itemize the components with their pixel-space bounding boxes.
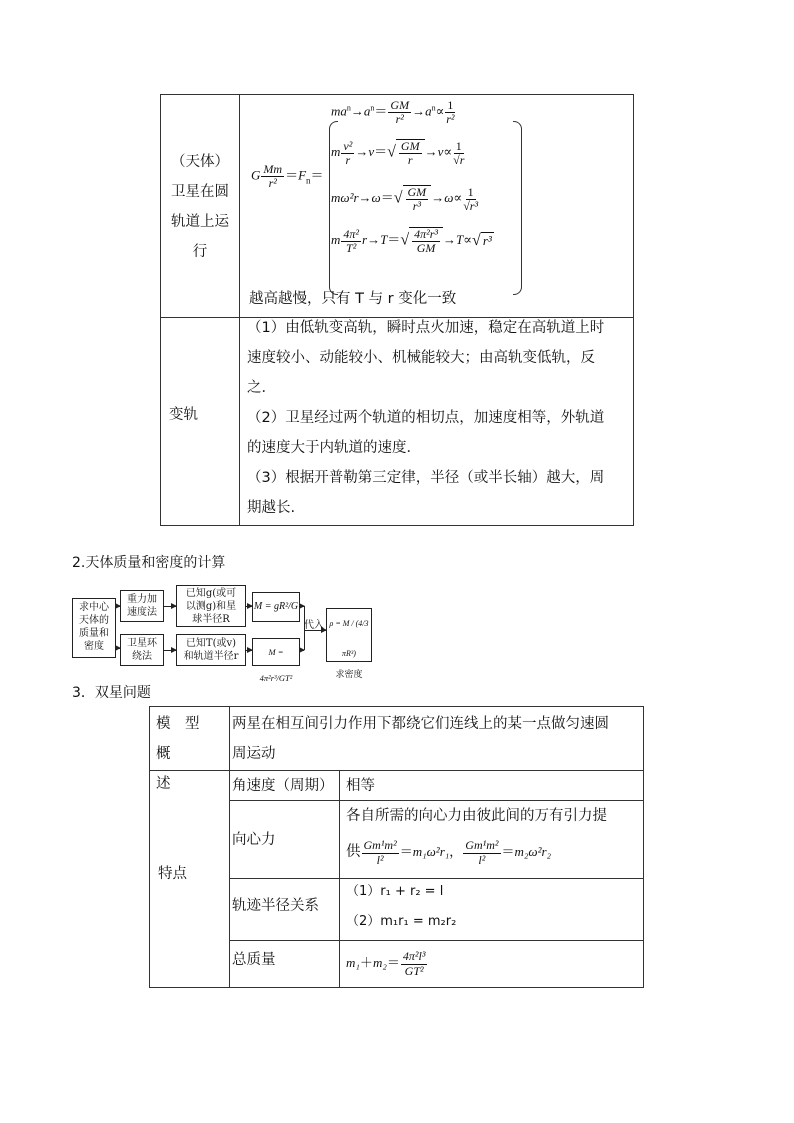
angular-velocity-value: 相等 (346, 778, 375, 794)
total-mass-formula: m₁＋m₂＝ $\frac{\text{4π²l³}}{\text{GT²}}$ (346, 949, 426, 978)
row-divider (229, 940, 643, 941)
section-2-heading: 2.天体质量和密度的计算 (72, 555, 226, 571)
text-line: 速度较小、动能较小、机械能较大；由高轨变低轨，反 (247, 350, 595, 366)
density-formula: ρ = M / (4/3 πR³) (329, 619, 369, 658)
box-line: 球半径R (192, 614, 230, 625)
box-line: 已知T(或v) (185, 638, 237, 649)
box-line: 密度 (84, 641, 104, 652)
box-line: 卫星环 (127, 638, 157, 649)
method-orbit-box (120, 634, 164, 666)
centripetal-force-label: 向心力 (232, 832, 276, 848)
overview-label (156, 709, 226, 799)
row-label-line: 卫星在圆 (171, 184, 229, 200)
connector (300, 650, 304, 651)
overview-text (232, 709, 640, 769)
row-label-line: 轨道上运 (171, 214, 229, 230)
text-line: 两星在相互间引力作用下都绕它们连线上的某一点做匀速圆 (232, 716, 609, 732)
row-label-circular-orbit (161, 147, 239, 267)
text-line: 之． (247, 380, 276, 396)
section-3-heading: 3．双星问题 (72, 685, 151, 701)
formula-period: m $\frac{\text{4π²}}{\text{T²}}$ r→T＝√ $\frac{\text{4π²r³}}{GM}$ →T∝√ r³ (331, 226, 492, 256)
binary-star-table (149, 706, 644, 988)
satellite-orbit-table (160, 94, 634, 526)
angular-velocity-label: 角速度（周期） (232, 778, 334, 794)
box-line: 和轨道半径r (183, 651, 239, 662)
mass-formula-orbit-box (252, 638, 300, 683)
orbit-change-text (239, 313, 633, 523)
box-line: 绕法 (132, 651, 152, 662)
column-divider (229, 707, 230, 987)
higher-slower-summary: 越高越慢，只有 T 与 r 变化一致 (249, 291, 457, 307)
formula-text: M = 4π²r³/GT² (259, 647, 293, 683)
text-line: 的速度大于内轨道的速度． (247, 440, 421, 456)
right-brace (513, 121, 522, 295)
gravity-equals-centripetal-formula: G $\frac{Mm}{\text{r²}}$ $=F_n=$ (251, 162, 324, 191)
box-line: 求中心 (79, 602, 109, 613)
feature-label: 特点 (158, 866, 187, 882)
box-line: 重力加 (127, 594, 157, 605)
row-label-line: （天体） (171, 154, 229, 170)
box-line: 以测g)和星 (185, 601, 237, 612)
total-mass-label: 总质量 (232, 952, 276, 968)
centripetal-force-line1: 各自所需的向心力由彼此间的万有引力提 (346, 808, 607, 824)
substitute-label: 代入 (304, 620, 324, 631)
label-line: 模 型 概 (156, 716, 214, 762)
density-label: 求密度 (335, 670, 363, 680)
radius-relation-line1: （1）r₁ + r₂ = l (346, 884, 444, 899)
box-line: 速度法 (127, 607, 157, 618)
text-line: （2）卫星经过两个轨道的相切点，加速度相等，外轨道 (247, 410, 605, 426)
density-box (326, 608, 372, 680)
text-line: （3）根据开普勒第三定律，半径（或半长轴）越大，周 (247, 470, 605, 486)
radius-relation-line2: （2）m₁r₁ = m₂r₂ (346, 914, 457, 929)
box-line: 质量和 (79, 628, 109, 639)
box-line: 天体的 (79, 615, 109, 626)
formula-velocity: m $\frac{\text{v²}}{r}$ →v＝√ $\frac{GM}{r}$ →v∝ $\frac{1}{√r}$ (331, 138, 465, 168)
formula-acceleration: $ma^n\to a^n=$ $\frac{GM}{\text{r²}}$ $\to a^n\propto$ $\frac{1}{\text{r²}}$ (331, 98, 455, 127)
formula-text: M = gR²/G (253, 601, 299, 612)
text-line: （1）由低轨变高轨，瞬时点火加速，稳定在高轨道上时 (247, 320, 605, 336)
box-line: 已知g(或可 (185, 588, 237, 599)
arrow (164, 606, 176, 607)
radius-relation-label: 轨迹半径关系 (232, 898, 319, 914)
row-label-line: 行 (192, 244, 208, 260)
label-line: 述 (156, 776, 171, 792)
row-label-orbit-change: 变轨 (169, 407, 198, 423)
formula-angular-velocity: mω²r→ω＝√ $\frac{GM}{\text{r³}}$ →ω∝ $\frac{1}{\text{√r³}}$ (331, 184, 479, 214)
text-line: 期越长. (247, 500, 296, 516)
known-T-box (176, 634, 246, 666)
mass-formula-gravity-box (252, 592, 300, 622)
prefix-text: 供 (346, 844, 361, 860)
known-g-box (176, 585, 246, 627)
flow-start-box (72, 598, 116, 658)
centripetal-force-line2: 供 $\frac{\text{Gm¹m²}}{\text{l²}}$ ＝m₁ω²r₁， $\frac{\text{Gm¹m²}}{\text{l²}}$ ＝m₂ω²r₂ (346, 838, 552, 867)
text-line: 周运动 (232, 746, 276, 762)
arrow (164, 650, 176, 651)
method-gravity-box (120, 590, 164, 622)
